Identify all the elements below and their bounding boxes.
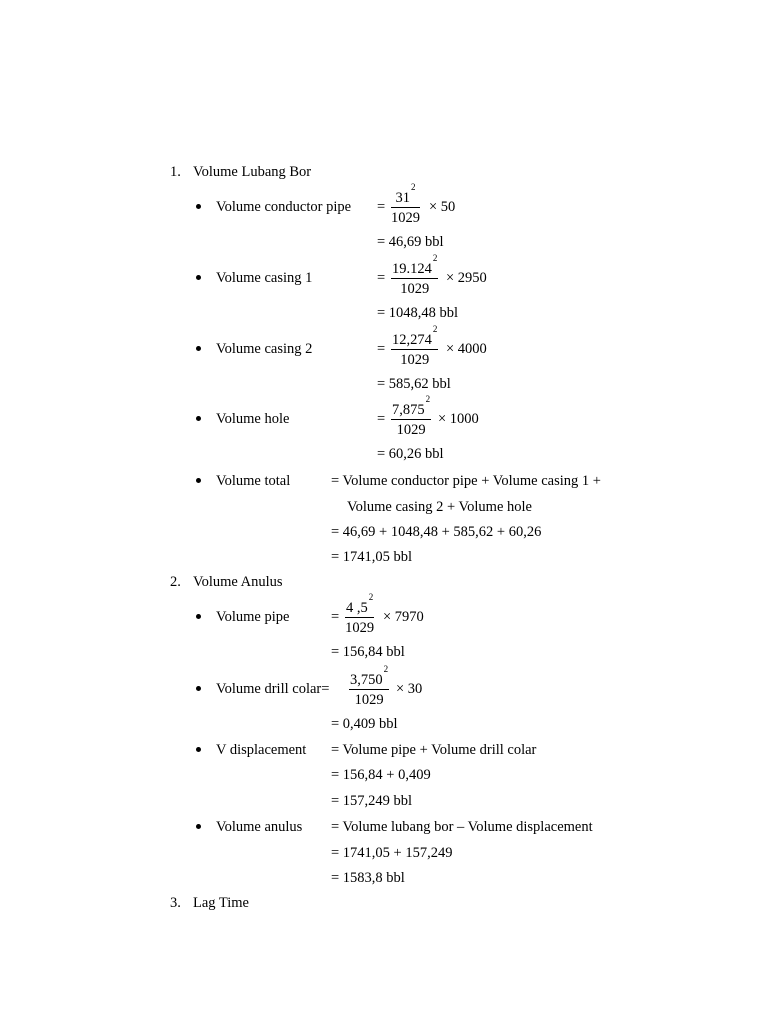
fraction bbox=[391, 182, 420, 227]
equals-sign: = bbox=[377, 411, 386, 427]
multiplier: × 50 bbox=[429, 199, 456, 215]
fraction bbox=[349, 664, 389, 709]
equation-line: = 1741,05 + 157,249 bbox=[331, 845, 453, 861]
section-number: 3. bbox=[170, 895, 181, 911]
fraction bbox=[391, 253, 438, 298]
item-label: Volume casing 2 bbox=[216, 341, 313, 357]
equals-sign: = bbox=[331, 609, 340, 625]
bullet bbox=[196, 346, 201, 351]
fraction-denominator: 1029 bbox=[396, 422, 426, 439]
section-title: Volume Anulus bbox=[193, 574, 283, 590]
item-label: Volume conductor pipe bbox=[216, 199, 352, 215]
fraction-denominator: 1029 bbox=[400, 352, 430, 369]
equals-sign: = bbox=[377, 199, 386, 215]
item-label: Volume hole bbox=[216, 411, 290, 427]
result: = 585,62 bbl bbox=[377, 376, 451, 392]
equals-sign: = bbox=[377, 270, 386, 286]
fraction-denominator: 1029 bbox=[400, 281, 430, 298]
fraction-numerator: 12,274$^2$ bbox=[391, 331, 438, 350]
item-label: V displacement bbox=[216, 742, 307, 758]
item-label: Volume pipe bbox=[216, 609, 290, 625]
fraction-numerator: 4 $,5^2$ bbox=[345, 599, 374, 618]
fraction bbox=[391, 394, 431, 439]
fraction bbox=[345, 592, 375, 637]
fraction-numerator: 7,875$^2$ bbox=[391, 401, 431, 420]
bullet bbox=[196, 614, 201, 619]
section-title: Volume Lubang Bor bbox=[193, 164, 312, 180]
equation-line: = Volume conductor pipe + Volume casing 1 + bbox=[331, 473, 601, 489]
item-label: Volume drill colar= bbox=[216, 681, 330, 697]
section-number: 1. bbox=[170, 164, 181, 180]
item-label: Volume anulus bbox=[216, 819, 303, 835]
multiplier: × 2950 bbox=[446, 270, 487, 286]
multiplier: × 30 bbox=[396, 681, 423, 697]
equation-line: = Volume pipe + Volume drill colar bbox=[331, 742, 537, 758]
result: = 46,69 bbl bbox=[377, 234, 444, 250]
result: = 60,26 bbl bbox=[377, 446, 444, 462]
result: = 1048,48 bbl bbox=[377, 305, 459, 321]
result: = 1583,8 bbl bbox=[331, 870, 405, 886]
equals-sign: = bbox=[377, 341, 386, 357]
fraction-denominator: 1029 bbox=[391, 210, 420, 227]
result: = 0,409 bbl bbox=[331, 716, 398, 732]
bullet bbox=[196, 686, 201, 691]
bullet bbox=[196, 478, 201, 483]
result: = 157,249 bbl bbox=[331, 793, 413, 809]
fraction-numerator: 19.124$^2$ bbox=[391, 260, 438, 279]
multiplier: × 4000 bbox=[446, 341, 487, 357]
fraction-denominator: 1029 bbox=[345, 620, 375, 637]
fraction-numerator: 3,750$^2$ bbox=[349, 671, 389, 690]
bullet bbox=[196, 747, 201, 752]
item-label: Volume total bbox=[216, 473, 291, 489]
result: = 156,84 bbl bbox=[331, 644, 405, 660]
section-title: Lag Time bbox=[193, 895, 249, 911]
fraction-numerator: $31^2$ bbox=[391, 189, 420, 208]
item-label: Volume casing 1 bbox=[216, 270, 313, 286]
multiplier: × 1000 bbox=[438, 411, 479, 427]
result: = 1741,05 bbl bbox=[331, 549, 413, 565]
bullet bbox=[196, 204, 201, 209]
bullet bbox=[196, 275, 201, 280]
bullet bbox=[196, 416, 201, 421]
fraction bbox=[391, 324, 438, 369]
equation-line: Volume casing 2 + Volume hole bbox=[347, 499, 532, 515]
fraction-denominator: 1029 bbox=[354, 692, 384, 709]
equation-line: = 156,84 + 0,409 bbox=[331, 767, 431, 783]
multiplier: × 7970 bbox=[383, 609, 424, 625]
equation-line: = Volume lubang bor – Volume displacement bbox=[331, 819, 593, 835]
section-number: 2. bbox=[170, 574, 181, 590]
bullet bbox=[196, 824, 201, 829]
equation-line: = 46,69 + 1048,48 + 585,62 + 60,26 bbox=[331, 524, 542, 540]
